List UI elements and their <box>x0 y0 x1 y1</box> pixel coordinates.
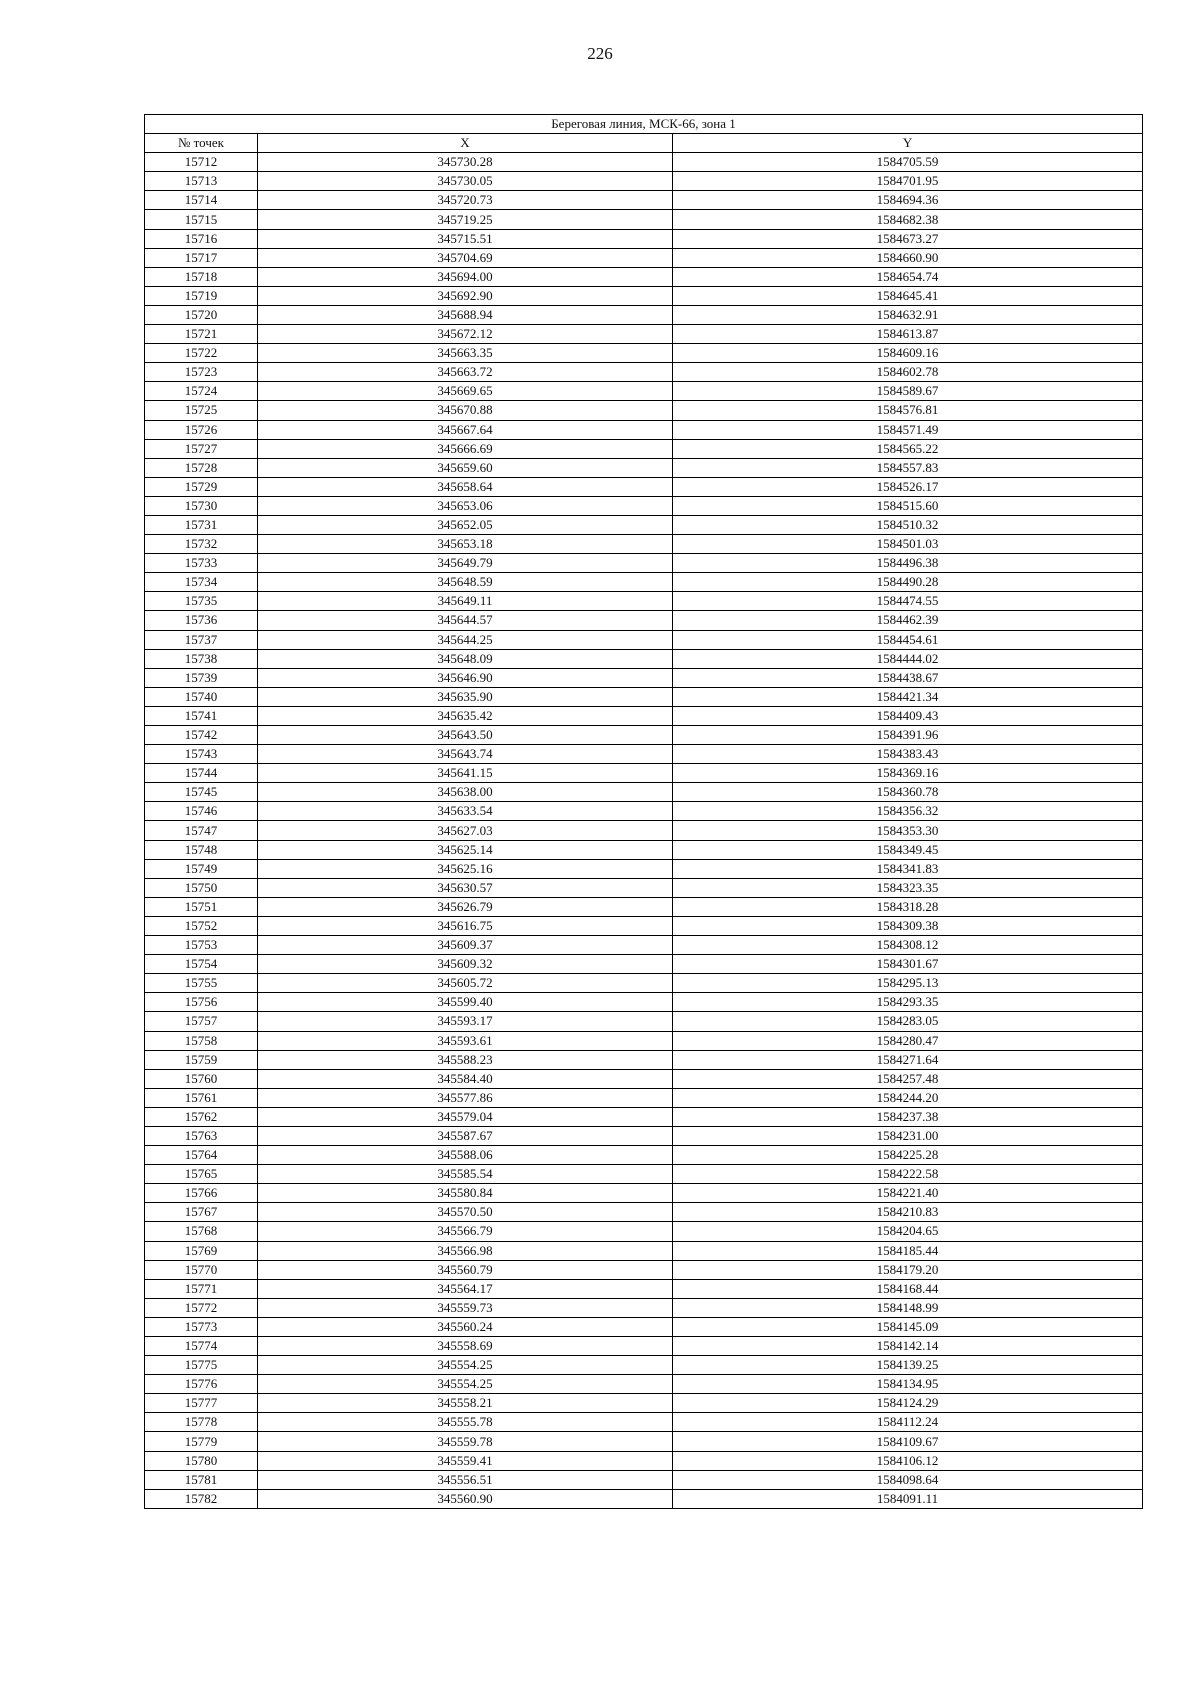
point-number-cell: 15724 <box>145 382 258 401</box>
table-row <box>145 1317 1143 1336</box>
y-coordinate-cell: 1584091.11 <box>673 1489 1143 1508</box>
table-row <box>145 554 1143 573</box>
x-coordinate-cell: 345648.59 <box>258 573 673 592</box>
table-row <box>145 172 1143 191</box>
point-number-cell: 15736 <box>145 611 258 630</box>
y-coordinate-cell: 1584283.05 <box>673 1012 1143 1031</box>
point-number-cell: 15712 <box>145 153 258 172</box>
point-number-cell: 15730 <box>145 496 258 515</box>
table-row <box>145 706 1143 725</box>
point-number-cell: 15759 <box>145 1050 258 1069</box>
x-coordinate-cell: 345559.73 <box>258 1298 673 1317</box>
y-coordinate-cell: 1584510.32 <box>673 515 1143 534</box>
y-coordinate-cell: 1584225.28 <box>673 1146 1143 1165</box>
point-number-cell: 15761 <box>145 1088 258 1107</box>
point-number-cell: 15716 <box>145 229 258 248</box>
table-row <box>145 916 1143 935</box>
point-number-cell: 15717 <box>145 248 258 267</box>
y-coordinate-cell: 1584613.87 <box>673 325 1143 344</box>
table-row <box>145 1241 1143 1260</box>
table-row <box>145 267 1143 286</box>
table-header-row <box>145 134 1143 153</box>
table-row <box>145 630 1143 649</box>
y-coordinate-cell: 1584210.83 <box>673 1203 1143 1222</box>
point-number-cell: 15731 <box>145 515 258 534</box>
y-coordinate-cell: 1584349.45 <box>673 840 1143 859</box>
x-coordinate-cell: 345720.73 <box>258 191 673 210</box>
x-coordinate-cell: 345559.78 <box>258 1432 673 1451</box>
point-number-cell: 15779 <box>145 1432 258 1451</box>
table-row <box>145 859 1143 878</box>
point-number-cell: 15732 <box>145 535 258 554</box>
table-row <box>145 687 1143 706</box>
x-coordinate-cell: 345588.23 <box>258 1050 673 1069</box>
x-coordinate-cell: 345653.18 <box>258 535 673 554</box>
x-coordinate-cell: 345644.25 <box>258 630 673 649</box>
y-coordinate-cell: 1584462.39 <box>673 611 1143 630</box>
y-coordinate-cell: 1584341.83 <box>673 859 1143 878</box>
y-coordinate-cell: 1584145.09 <box>673 1317 1143 1336</box>
point-number-cell: 15748 <box>145 840 258 859</box>
y-coordinate-cell: 1584490.28 <box>673 573 1143 592</box>
point-number-cell: 15756 <box>145 993 258 1012</box>
y-coordinate-cell: 1584139.25 <box>673 1356 1143 1375</box>
y-coordinate-cell: 1584474.55 <box>673 592 1143 611</box>
y-coordinate-cell: 1584293.35 <box>673 993 1143 1012</box>
point-number-cell: 15713 <box>145 172 258 191</box>
x-coordinate-cell: 345646.90 <box>258 668 673 687</box>
table-row <box>145 1165 1143 1184</box>
table-row <box>145 1337 1143 1356</box>
table-row <box>145 745 1143 764</box>
table-row <box>145 477 1143 496</box>
table-row <box>145 382 1143 401</box>
x-coordinate-cell: 345556.51 <box>258 1470 673 1489</box>
table-row <box>145 802 1143 821</box>
x-coordinate-cell: 345643.74 <box>258 745 673 764</box>
x-coordinate-cell: 345625.14 <box>258 840 673 859</box>
y-coordinate-cell: 1584308.12 <box>673 936 1143 955</box>
x-coordinate-cell: 345587.67 <box>258 1126 673 1145</box>
x-coordinate-cell: 345672.12 <box>258 325 673 344</box>
table-row <box>145 1356 1143 1375</box>
y-coordinate-cell: 1584244.20 <box>673 1088 1143 1107</box>
column-header-x: X <box>258 134 673 153</box>
x-coordinate-cell: 345653.06 <box>258 496 673 515</box>
point-number-cell: 15753 <box>145 936 258 955</box>
point-number-cell: 15718 <box>145 267 258 286</box>
table-row <box>145 439 1143 458</box>
column-header-y: Y <box>673 134 1143 153</box>
y-coordinate-cell: 1584526.17 <box>673 477 1143 496</box>
point-number-cell: 15775 <box>145 1356 258 1375</box>
x-coordinate-cell: 345554.25 <box>258 1375 673 1394</box>
x-coordinate-cell: 345558.69 <box>258 1337 673 1356</box>
x-coordinate-cell: 345560.79 <box>258 1260 673 1279</box>
x-coordinate-cell: 345616.75 <box>258 916 673 935</box>
table-body <box>145 153 1143 1509</box>
point-number-cell: 15767 <box>145 1203 258 1222</box>
x-coordinate-cell: 345609.37 <box>258 936 673 955</box>
table-row <box>145 363 1143 382</box>
point-number-cell: 15763 <box>145 1126 258 1145</box>
y-coordinate-cell: 1584501.03 <box>673 535 1143 554</box>
point-number-cell: 15743 <box>145 745 258 764</box>
x-coordinate-cell: 345559.41 <box>258 1451 673 1470</box>
y-coordinate-cell: 1584694.36 <box>673 191 1143 210</box>
x-coordinate-cell: 345585.54 <box>258 1165 673 1184</box>
y-coordinate-cell: 1584515.60 <box>673 496 1143 515</box>
y-coordinate-cell: 1584565.22 <box>673 439 1143 458</box>
table-row <box>145 344 1143 363</box>
table-row <box>145 305 1143 324</box>
table-row <box>145 1012 1143 1031</box>
table-row <box>145 420 1143 439</box>
point-number-cell: 15741 <box>145 706 258 725</box>
y-coordinate-cell: 1584660.90 <box>673 248 1143 267</box>
table-row <box>145 1126 1143 1145</box>
x-coordinate-cell: 345577.86 <box>258 1088 673 1107</box>
point-number-cell: 15722 <box>145 344 258 363</box>
x-coordinate-cell: 345584.40 <box>258 1069 673 1088</box>
table-row <box>145 229 1143 248</box>
x-coordinate-cell: 345692.90 <box>258 286 673 305</box>
x-coordinate-cell: 345635.90 <box>258 687 673 706</box>
x-coordinate-cell: 345635.42 <box>258 706 673 725</box>
x-coordinate-cell: 345730.28 <box>258 153 673 172</box>
y-coordinate-cell: 1584557.83 <box>673 458 1143 477</box>
point-number-cell: 15782 <box>145 1489 258 1508</box>
table-row <box>145 955 1143 974</box>
point-number-cell: 15758 <box>145 1031 258 1050</box>
point-number-cell: 15766 <box>145 1184 258 1203</box>
x-coordinate-cell: 345627.03 <box>258 821 673 840</box>
y-coordinate-cell: 1584701.95 <box>673 172 1143 191</box>
table-row <box>145 286 1143 305</box>
point-number-cell: 15737 <box>145 630 258 649</box>
x-coordinate-cell: 345648.09 <box>258 649 673 668</box>
point-number-cell: 15757 <box>145 1012 258 1031</box>
point-number-cell: 15752 <box>145 916 258 935</box>
point-number-cell: 15772 <box>145 1298 258 1317</box>
point-number-cell: 15773 <box>145 1317 258 1336</box>
table-row <box>145 1107 1143 1126</box>
y-coordinate-cell: 1584353.30 <box>673 821 1143 840</box>
point-number-cell: 15777 <box>145 1394 258 1413</box>
table-row <box>145 1489 1143 1508</box>
point-number-cell: 15742 <box>145 726 258 745</box>
point-number-cell: 15762 <box>145 1107 258 1126</box>
point-number-cell: 15750 <box>145 878 258 897</box>
y-coordinate-cell: 1584271.64 <box>673 1050 1143 1069</box>
y-coordinate-cell: 1584444.02 <box>673 649 1143 668</box>
y-coordinate-cell: 1584602.78 <box>673 363 1143 382</box>
y-coordinate-cell: 1584109.67 <box>673 1432 1143 1451</box>
y-coordinate-cell: 1584682.38 <box>673 210 1143 229</box>
table-row <box>145 1069 1143 1088</box>
table-row <box>145 936 1143 955</box>
x-coordinate-cell: 345570.50 <box>258 1203 673 1222</box>
y-coordinate-cell: 1584106.12 <box>673 1451 1143 1470</box>
x-coordinate-cell: 345593.61 <box>258 1031 673 1050</box>
x-coordinate-cell: 345704.69 <box>258 248 673 267</box>
x-coordinate-cell: 345633.54 <box>258 802 673 821</box>
point-number-cell: 15726 <box>145 420 258 439</box>
y-coordinate-cell: 1584257.48 <box>673 1069 1143 1088</box>
table-head <box>145 115 1143 153</box>
point-number-cell: 15747 <box>145 821 258 840</box>
x-coordinate-cell: 345625.16 <box>258 859 673 878</box>
point-number-cell: 15729 <box>145 477 258 496</box>
x-coordinate-cell: 345667.64 <box>258 420 673 439</box>
y-coordinate-cell: 1584369.16 <box>673 764 1143 783</box>
y-coordinate-cell: 1584576.81 <box>673 401 1143 420</box>
table-row <box>145 1451 1143 1470</box>
point-number-cell: 15735 <box>145 592 258 611</box>
point-number-cell: 15771 <box>145 1279 258 1298</box>
table-row <box>145 458 1143 477</box>
y-coordinate-cell: 1584496.38 <box>673 554 1143 573</box>
x-coordinate-cell: 345694.00 <box>258 267 673 286</box>
table-row <box>145 592 1143 611</box>
point-number-cell: 15751 <box>145 897 258 916</box>
page-number: 226 <box>587 44 613 63</box>
point-number-cell: 15714 <box>145 191 258 210</box>
x-coordinate-cell: 345558.21 <box>258 1394 673 1413</box>
y-coordinate-cell: 1584383.43 <box>673 745 1143 764</box>
table-row <box>145 401 1143 420</box>
y-coordinate-cell: 1584391.96 <box>673 726 1143 745</box>
table-row <box>145 248 1143 267</box>
y-coordinate-cell: 1584179.20 <box>673 1260 1143 1279</box>
x-coordinate-cell: 345554.25 <box>258 1356 673 1375</box>
x-coordinate-cell: 345555.78 <box>258 1413 673 1432</box>
y-coordinate-cell: 1584098.64 <box>673 1470 1143 1489</box>
y-coordinate-cell: 1584438.67 <box>673 668 1143 687</box>
x-coordinate-cell: 345630.57 <box>258 878 673 897</box>
x-coordinate-cell: 345626.79 <box>258 897 673 916</box>
table-row <box>145 1260 1143 1279</box>
y-coordinate-cell: 1584318.28 <box>673 897 1143 916</box>
table-row <box>145 649 1143 668</box>
table-row <box>145 1146 1143 1165</box>
table-row <box>145 1203 1143 1222</box>
point-number-cell: 15778 <box>145 1413 258 1432</box>
y-coordinate-cell: 1584280.47 <box>673 1031 1143 1050</box>
table-row <box>145 1184 1143 1203</box>
point-number-cell: 15776 <box>145 1375 258 1394</box>
point-number-cell: 15768 <box>145 1222 258 1241</box>
y-coordinate-cell: 1584571.49 <box>673 420 1143 439</box>
table-row <box>145 1394 1143 1413</box>
x-coordinate-cell: 345638.00 <box>258 783 673 802</box>
x-coordinate-cell: 345666.69 <box>258 439 673 458</box>
y-coordinate-cell: 1584112.24 <box>673 1413 1143 1432</box>
x-coordinate-cell: 345560.90 <box>258 1489 673 1508</box>
table-row <box>145 573 1143 592</box>
table-row <box>145 325 1143 344</box>
x-coordinate-cell: 345643.50 <box>258 726 673 745</box>
x-coordinate-cell: 345605.72 <box>258 974 673 993</box>
y-coordinate-cell: 1584421.34 <box>673 687 1143 706</box>
point-number-cell: 15745 <box>145 783 258 802</box>
table-row <box>145 878 1143 897</box>
x-coordinate-cell: 345663.35 <box>258 344 673 363</box>
y-coordinate-cell: 1584609.16 <box>673 344 1143 363</box>
y-coordinate-cell: 1584168.44 <box>673 1279 1143 1298</box>
y-coordinate-cell: 1584134.95 <box>673 1375 1143 1394</box>
y-coordinate-cell: 1584231.00 <box>673 1126 1143 1145</box>
y-coordinate-cell: 1584204.65 <box>673 1222 1143 1241</box>
x-coordinate-cell: 345652.05 <box>258 515 673 534</box>
x-coordinate-cell: 345641.15 <box>258 764 673 783</box>
table-row <box>145 535 1143 554</box>
x-coordinate-cell: 345644.57 <box>258 611 673 630</box>
y-coordinate-cell: 1584309.38 <box>673 916 1143 935</box>
y-coordinate-cell: 1584454.61 <box>673 630 1143 649</box>
point-number-cell: 15765 <box>145 1165 258 1184</box>
x-coordinate-cell: 345658.64 <box>258 477 673 496</box>
y-coordinate-cell: 1584409.43 <box>673 706 1143 725</box>
y-coordinate-cell: 1584301.67 <box>673 955 1143 974</box>
table-row <box>145 821 1143 840</box>
y-coordinate-cell: 1584221.40 <box>673 1184 1143 1203</box>
table-row <box>145 897 1143 916</box>
table-row <box>145 611 1143 630</box>
table-row <box>145 764 1143 783</box>
coordinates-table <box>144 114 1143 1509</box>
x-coordinate-cell: 345649.79 <box>258 554 673 573</box>
point-number-cell: 15733 <box>145 554 258 573</box>
point-number-cell: 15764 <box>145 1146 258 1165</box>
table-row <box>145 993 1143 1012</box>
y-coordinate-cell: 1584673.27 <box>673 229 1143 248</box>
y-coordinate-cell: 1584142.14 <box>673 1337 1143 1356</box>
point-number-cell: 15760 <box>145 1069 258 1088</box>
point-number-cell: 15780 <box>145 1451 258 1470</box>
point-number-cell: 15770 <box>145 1260 258 1279</box>
point-number-cell: 15769 <box>145 1241 258 1260</box>
table-row <box>145 1279 1143 1298</box>
y-coordinate-cell: 1584148.99 <box>673 1298 1143 1317</box>
point-number-cell: 15715 <box>145 210 258 229</box>
x-coordinate-cell: 345730.05 <box>258 172 673 191</box>
x-coordinate-cell: 345580.84 <box>258 1184 673 1203</box>
y-coordinate-cell: 1584295.13 <box>673 974 1143 993</box>
x-coordinate-cell: 345560.24 <box>258 1317 673 1336</box>
x-coordinate-cell: 345599.40 <box>258 993 673 1012</box>
table-row <box>145 783 1143 802</box>
x-coordinate-cell: 345649.11 <box>258 592 673 611</box>
x-coordinate-cell: 345564.17 <box>258 1279 673 1298</box>
table-row <box>145 974 1143 993</box>
table-row <box>145 1031 1143 1050</box>
x-coordinate-cell: 345593.17 <box>258 1012 673 1031</box>
y-coordinate-cell: 1584589.67 <box>673 382 1143 401</box>
x-coordinate-cell: 345579.04 <box>258 1107 673 1126</box>
y-coordinate-cell: 1584124.29 <box>673 1394 1143 1413</box>
point-number-cell: 15728 <box>145 458 258 477</box>
point-number-cell: 15723 <box>145 363 258 382</box>
table-row <box>145 726 1143 745</box>
table-row <box>145 1470 1143 1489</box>
table-row <box>145 840 1143 859</box>
x-coordinate-cell: 345659.60 <box>258 458 673 477</box>
table-row <box>145 1432 1143 1451</box>
table-row <box>145 1050 1143 1069</box>
table-row <box>145 1088 1143 1107</box>
table-row <box>145 496 1143 515</box>
table-row <box>145 1298 1143 1317</box>
x-coordinate-cell: 345566.79 <box>258 1222 673 1241</box>
point-number-cell: 15738 <box>145 649 258 668</box>
x-coordinate-cell: 345566.98 <box>258 1241 673 1260</box>
table-row <box>145 1222 1143 1241</box>
table-row <box>145 1413 1143 1432</box>
table-row <box>145 1375 1143 1394</box>
table-row <box>145 191 1143 210</box>
y-coordinate-cell: 1584705.59 <box>673 153 1143 172</box>
point-number-cell: 15746 <box>145 802 258 821</box>
x-coordinate-cell: 345688.94 <box>258 305 673 324</box>
x-coordinate-cell: 345670.88 <box>258 401 673 420</box>
point-number-cell: 15739 <box>145 668 258 687</box>
point-number-cell: 15740 <box>145 687 258 706</box>
point-number-cell: 15727 <box>145 439 258 458</box>
point-number-cell: 15755 <box>145 974 258 993</box>
table-title-row <box>145 115 1143 134</box>
y-coordinate-cell: 1584632.91 <box>673 305 1143 324</box>
point-number-cell: 15781 <box>145 1470 258 1489</box>
column-header-point-number: № точек <box>145 134 258 153</box>
point-number-cell: 15734 <box>145 573 258 592</box>
y-coordinate-cell: 1584323.35 <box>673 878 1143 897</box>
x-coordinate-cell: 345669.65 <box>258 382 673 401</box>
point-number-cell: 15719 <box>145 286 258 305</box>
x-coordinate-cell: 345715.51 <box>258 229 673 248</box>
table-row <box>145 153 1143 172</box>
y-coordinate-cell: 1584185.44 <box>673 1241 1143 1260</box>
x-coordinate-cell: 345663.72 <box>258 363 673 382</box>
point-number-cell: 15725 <box>145 401 258 420</box>
table-title: Береговая линия, МСК-66, зона 1 <box>145 115 1143 134</box>
point-number-cell: 15749 <box>145 859 258 878</box>
point-number-cell: 15744 <box>145 764 258 783</box>
y-coordinate-cell: 1584654.74 <box>673 267 1143 286</box>
table-row <box>145 668 1143 687</box>
y-coordinate-cell: 1584237.38 <box>673 1107 1143 1126</box>
y-coordinate-cell: 1584222.58 <box>673 1165 1143 1184</box>
point-number-cell: 15721 <box>145 325 258 344</box>
y-coordinate-cell: 1584645.41 <box>673 286 1143 305</box>
table-row <box>145 210 1143 229</box>
point-number-cell: 15720 <box>145 305 258 324</box>
y-coordinate-cell: 1584360.78 <box>673 783 1143 802</box>
point-number-cell: 15774 <box>145 1337 258 1356</box>
y-coordinate-cell: 1584356.32 <box>673 802 1143 821</box>
x-coordinate-cell: 345609.32 <box>258 955 673 974</box>
table-row <box>145 515 1143 534</box>
x-coordinate-cell: 345588.06 <box>258 1146 673 1165</box>
x-coordinate-cell: 345719.25 <box>258 210 673 229</box>
point-number-cell: 15754 <box>145 955 258 974</box>
